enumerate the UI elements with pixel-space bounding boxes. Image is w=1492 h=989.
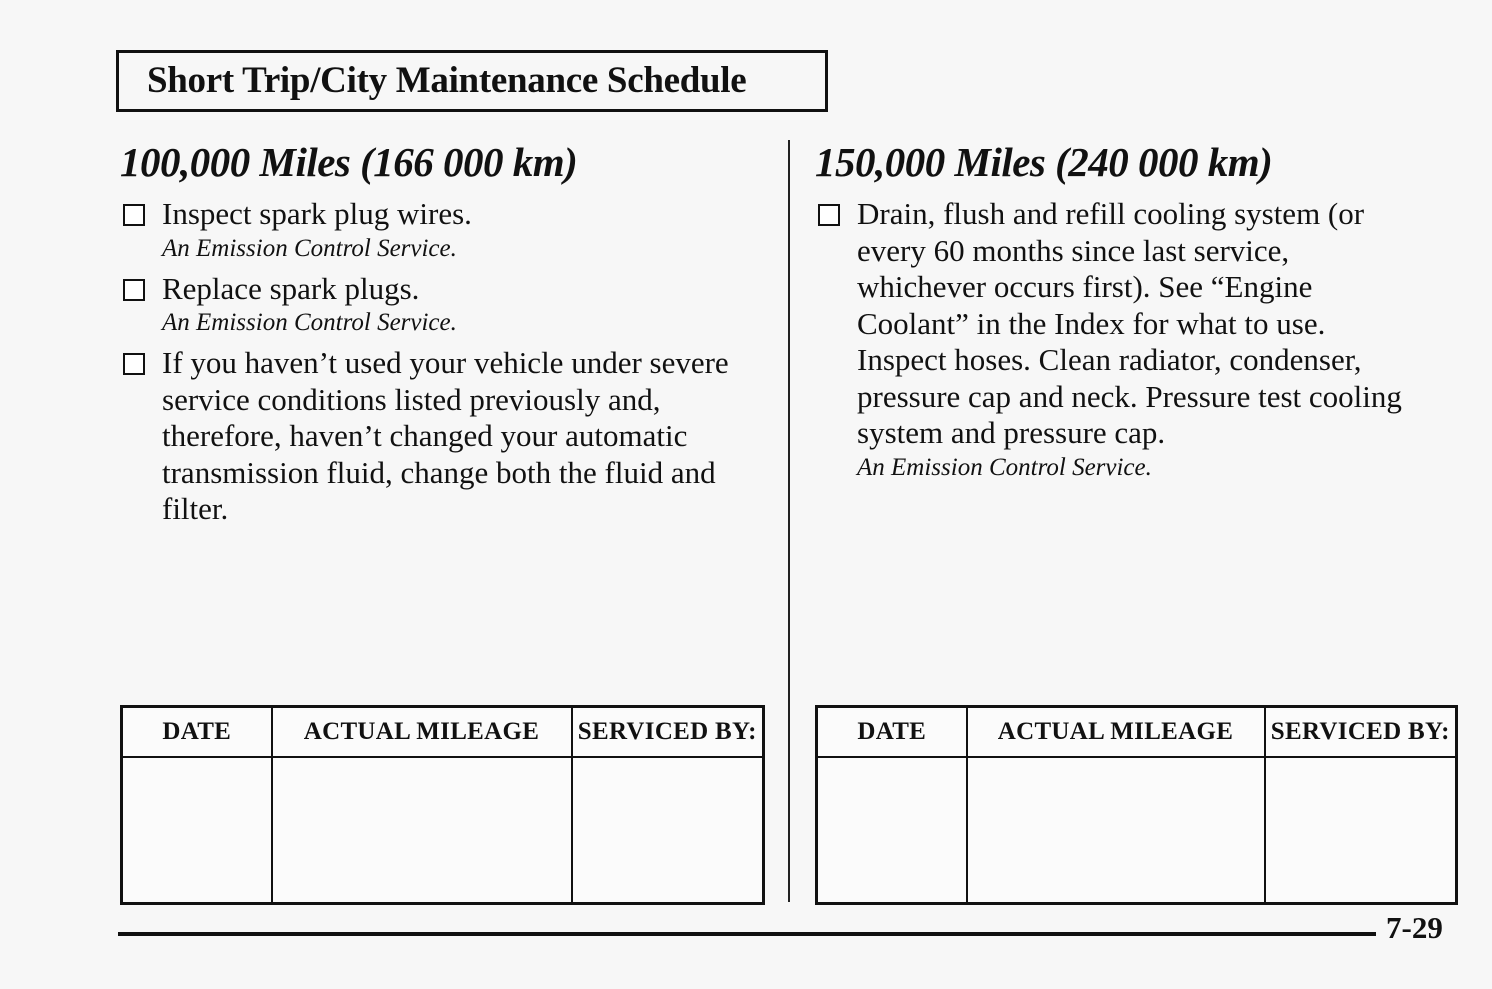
serviced-by-header: SERVICED BY: xyxy=(572,707,764,758)
actual-mileage-header: ACTUAL MILEAGE xyxy=(967,707,1265,758)
serviced-by-header: SERVICED BY: xyxy=(1265,707,1457,758)
section-150000-miles xyxy=(815,138,1465,490)
actual-mileage-header: ACTUAL MILEAGE xyxy=(272,707,572,758)
item-note: An Emission Control Service. xyxy=(162,309,457,336)
date-cell[interactable] xyxy=(817,757,967,904)
item-text: Drain, flush and refill cooling system (or every 60 months since last service, whichever occurs first). See “Engine Coolant” in the Index for what to use. Inspect hoses. Clean radiator, condenser, pressure cap and neck. Pressure test cooling system and pressure cap. xyxy=(857,196,1402,450)
date-header: DATE xyxy=(122,707,272,758)
table-row xyxy=(817,757,1457,904)
item-text: If you haven’t used your vehicle under severe service conditions listed previously and, therefore, haven’t changed your automatic transmission fluid, change both the fluid and filter. xyxy=(162,345,729,526)
checklist-item xyxy=(815,196,1465,484)
item-text: Replace spark plugs. xyxy=(162,270,420,306)
item-text: Inspect spark plug wires. xyxy=(162,196,472,231)
serviced-by-cell[interactable] xyxy=(572,757,764,904)
page-number: 7-29 xyxy=(1386,910,1443,945)
item-note: An Emission Control Service. xyxy=(857,453,1152,481)
date-cell[interactable] xyxy=(122,757,272,904)
checkbox[interactable] xyxy=(123,279,145,301)
page-title: Short Trip/City Maintenance Schedule xyxy=(116,50,828,112)
checkbox[interactable] xyxy=(123,353,145,375)
table-header-row xyxy=(817,707,1457,758)
checklist-item xyxy=(120,196,770,265)
service-log-table-100000 xyxy=(120,705,765,905)
checkbox[interactable] xyxy=(818,204,840,226)
section-heading: 100,000 Miles (166 000 km) xyxy=(120,139,578,185)
serviced-by-cell[interactable] xyxy=(1265,757,1457,904)
service-log-table-150000 xyxy=(815,705,1458,905)
section-100000-miles xyxy=(120,138,770,534)
table-header-row xyxy=(122,707,764,758)
date-header: DATE xyxy=(817,707,967,758)
actual-mileage-cell[interactable] xyxy=(967,757,1265,904)
actual-mileage-cell[interactable] xyxy=(272,757,572,904)
table-row xyxy=(122,757,764,904)
section-heading: 150,000 Miles (240 000 km) xyxy=(815,139,1273,185)
checklist-item xyxy=(120,345,770,528)
checkbox[interactable] xyxy=(123,204,145,226)
checklist-item xyxy=(120,271,770,340)
footer-rule xyxy=(118,932,1376,936)
item-note: An Emission Control Service. xyxy=(162,234,457,262)
column-divider xyxy=(788,140,790,902)
